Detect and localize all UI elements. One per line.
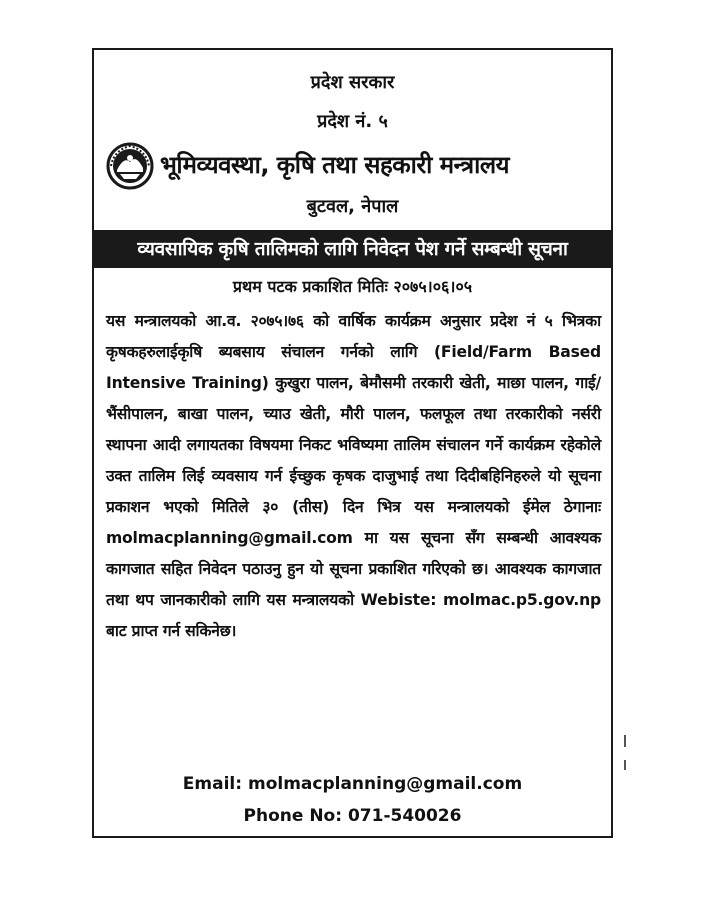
publication-date: प्रथम पटक प्रकाशित मितिः २०७५।०६।०५ [232,277,473,296]
notice-body [106,306,601,647]
phone-label: Phone No: [243,806,343,826]
ministry-row [106,142,606,190]
contact-phone-line [94,806,611,826]
email-address: molmacplanning@gmail.com [247,774,523,794]
contact-email-line [94,774,611,794]
notice-box [92,48,613,838]
government-heading: प्रदेश सरकार [310,72,395,93]
notice-paragraph: यस मन्त्रालयको आ.व. २०७५।७६ को वार्षिक कार्यक्रम अनुसार प्रदेश नं ५ भित्रका कृषकहरुलाईकृषि ब्यबसाय संचालन गर्नको लागि (Field/Farm Based Intensive Training) कुखुरा पालन, बेमौसमी तरकारी खेती, माछा पालन, गाई/भैंसीपालन, बाखा पालन, च्याउ खेती, मौरी पालन, फलफूल तथा तरकारीको नर्सरी स्थापना आदी लगायतका विषयमा निकट भविष्यमा तालिम संचालन गर्ने कार्यक्रम रहेकोले उक्त तालिम लिई व्यवसाय गर्न ईच्छुक कृषक दाजुभाई तथा दिदीबहिनिहरुले यो सूचना प्रकाशन भएको मितिले ३० (तीस) दिन भित्र यस मन्त्रालयको ईमेल ठेगानाः molmacplanning@gmail.com मा यस सूचना सँग सम्बन्धी आवश्यक कागजात सहित निवेदन पठाउनु हुन यो सूचना प्रकाशित गरिएको छ। आवश्यक कागजात तथा थप जानकारीको लागि यस मन्त्रालयको Webiste: molmac.p5.gov.np बाट प्राप्त गर्न सकिनेछ। [106,312,601,640]
scan-mark [624,735,626,747]
email-label: Email: [182,774,243,794]
phone-number: 071-540026 [347,806,462,826]
ministry-name: भूमिव्यवस्था, कृषि तथा सहकारी मन्त्रालय [160,151,510,179]
scan-mark [624,760,626,770]
notice-title: व्यवसायिक कृषि तालिमको लागि निवेदन पेश गर्ने सम्बन्धी सूचना [94,230,611,268]
province-heading: प्रदेश नं. ५ [317,111,388,132]
nepal-emblem-icon [106,142,154,190]
city-line: बुटवल, नेपाल [306,196,399,217]
